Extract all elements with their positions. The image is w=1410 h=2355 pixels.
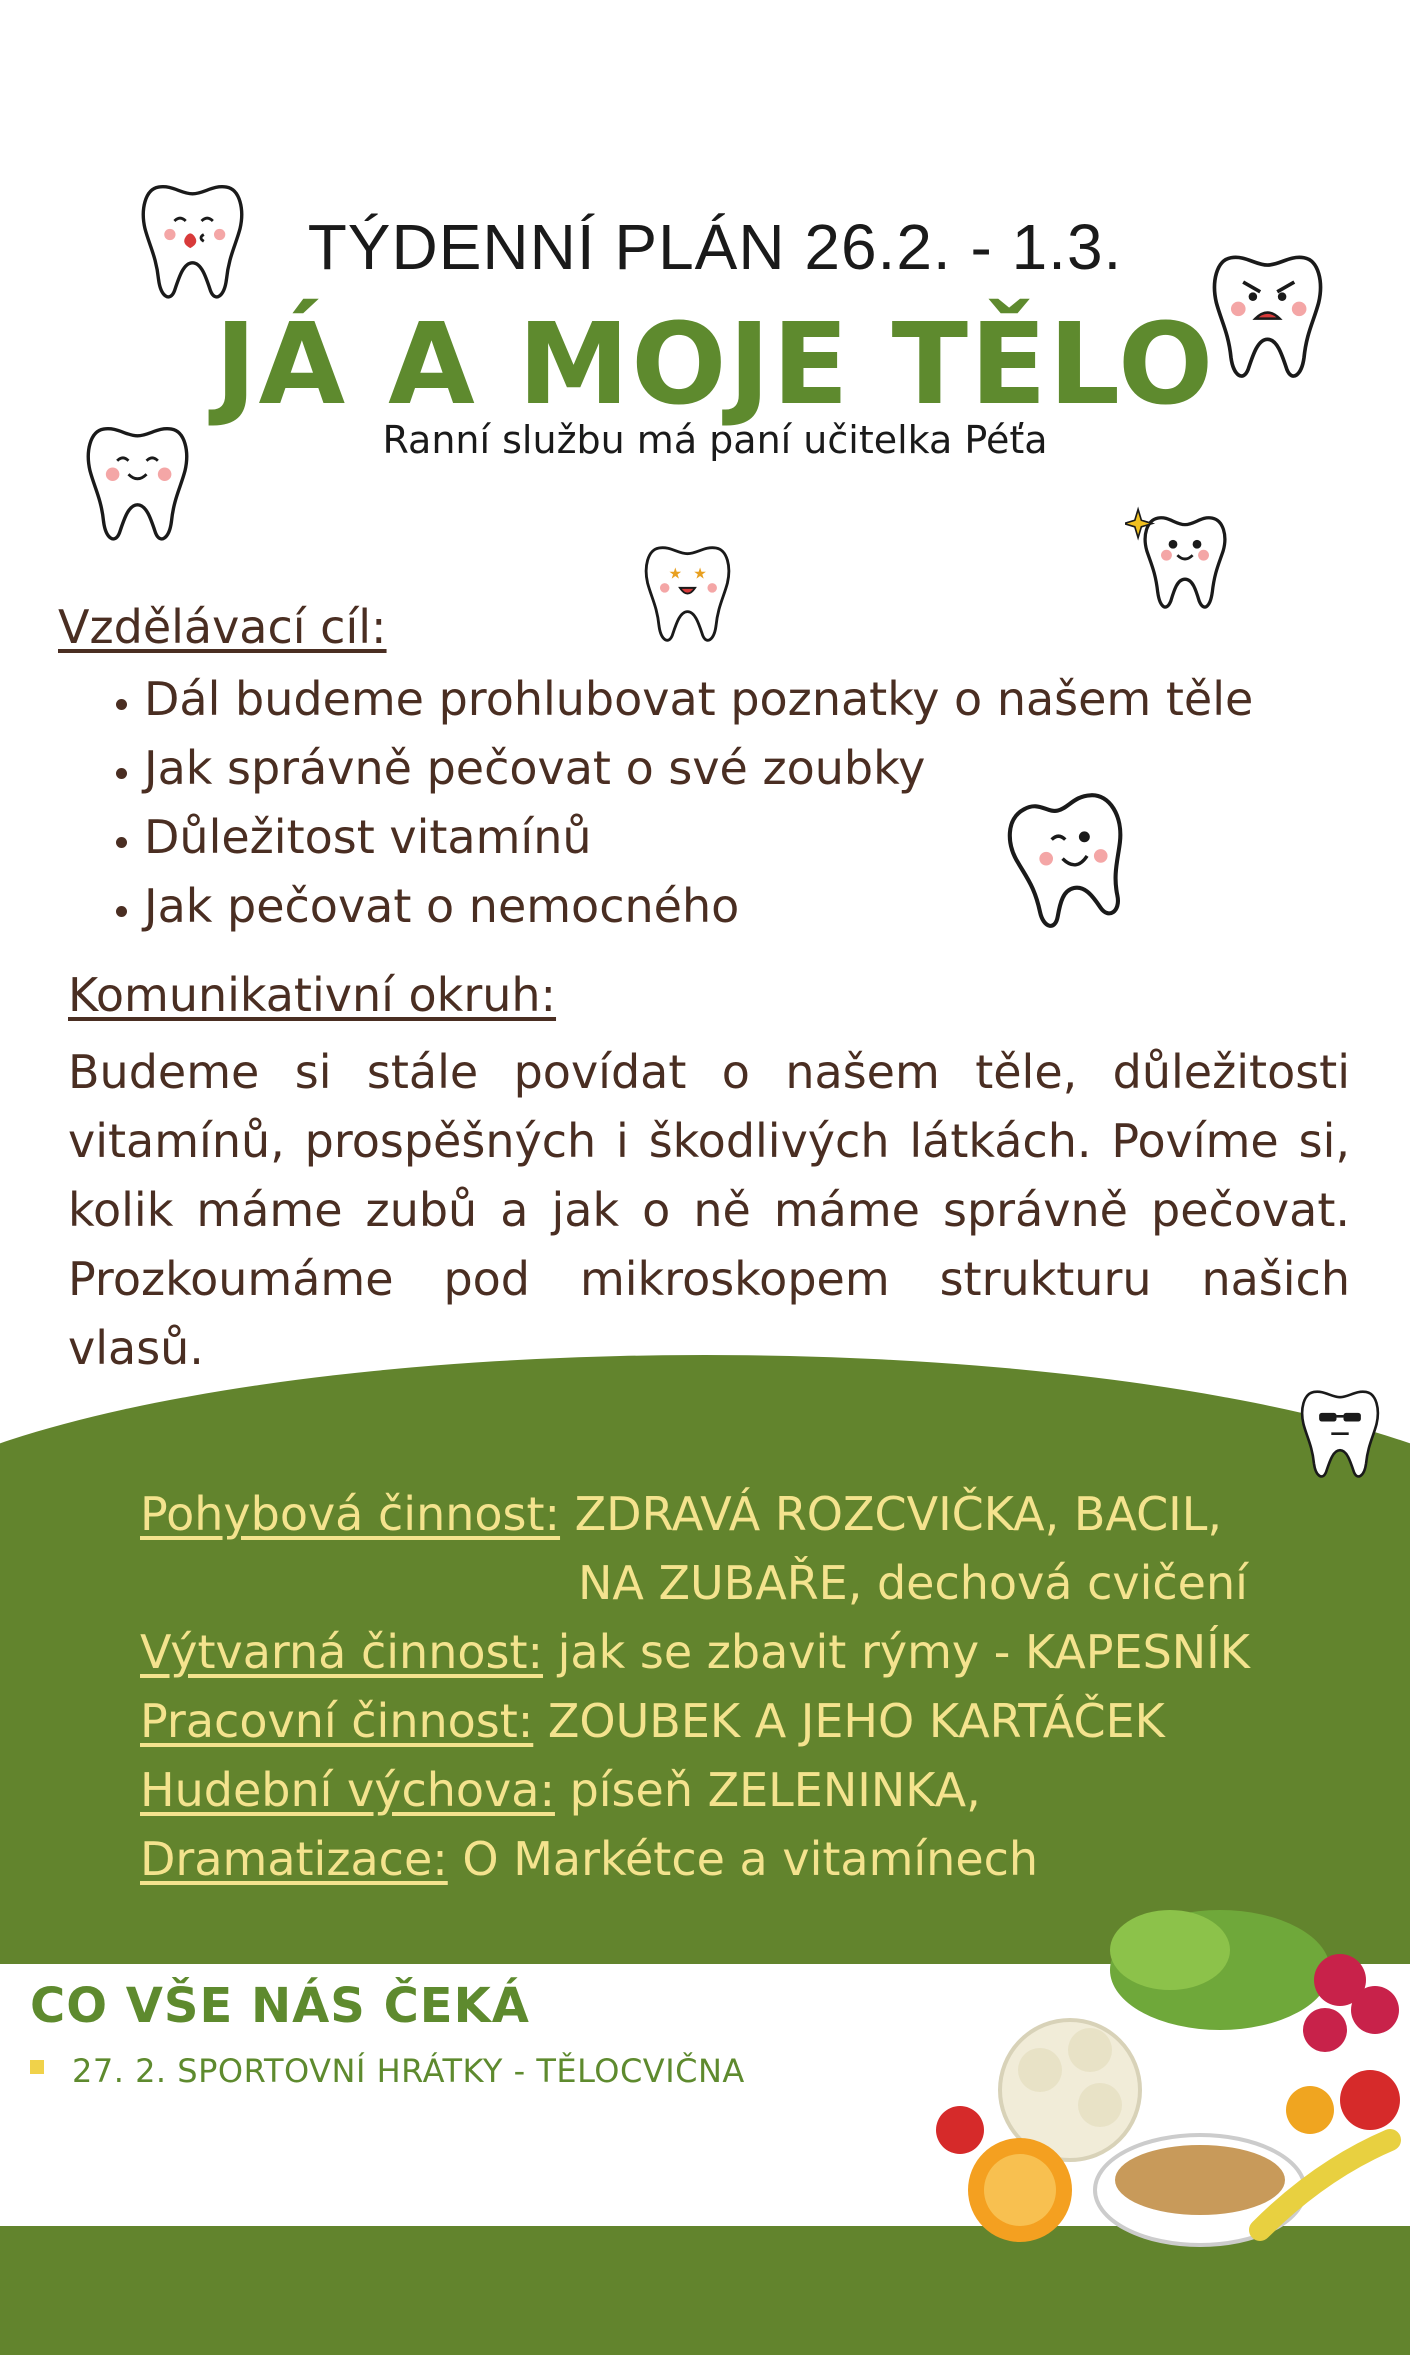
smiling-tooth-icon	[80, 420, 195, 550]
svg-text:★: ★	[668, 564, 683, 583]
activity-row	[140, 1825, 1250, 1894]
week-title: TÝDENNÍ PLÁN 26.2. - 1.3.	[307, 211, 1123, 283]
goal-item: • Dál budeme prohlubovat poznatky o našem těle	[144, 665, 1253, 734]
event-item: 27. 2. SPORTOVNÍ HRÁTKY - TĚLOCVIČNA	[72, 2052, 745, 2090]
winking-tooth-icon	[998, 785, 1138, 935]
sparkle-tooth-icon	[1125, 505, 1245, 625]
activity-label: Pohybová činnost:	[140, 1487, 561, 1541]
activity-label: Dramatizace:	[140, 1832, 448, 1886]
goal-item: • Jak správně pečovat o své zoubky	[144, 734, 1253, 803]
event-bullet-icon	[30, 2060, 44, 2074]
activity-value: jak se zbavit rýmy - KAPESNÍK	[557, 1625, 1250, 1679]
activity-row-continued	[140, 1549, 1250, 1618]
activity-label: Hudební výchova:	[140, 1763, 555, 1817]
goal-item: • Důležitost vitamínů	[144, 803, 1253, 872]
activities-list	[140, 1480, 1250, 1894]
star-eyes-tooth-icon	[640, 540, 735, 650]
sunglasses-tooth-icon	[1295, 1385, 1385, 1485]
goal-item: • Jak pečovat o nemocného	[144, 872, 1253, 941]
activity-label: Výtvarná činnost:	[140, 1625, 543, 1679]
education-heading: Vzdělávací cíl:	[58, 600, 387, 654]
activity-row	[140, 1618, 1250, 1687]
svg-text:★: ★	[693, 564, 707, 583]
kissing-tooth-icon	[135, 178, 250, 308]
activity-row	[140, 1480, 1250, 1549]
activity-row	[140, 1756, 1250, 1825]
activity-value: NA ZUBAŘE, dechová cvičení	[578, 1556, 1248, 1610]
communication-text: Budeme si stále povídat o našem těle, důležitosti vitamínů, prospěšných i škodlivých látkách. Povíme si, kolik máme zubů a jak o ně máme správně pečovat. Prozkoumáme pod mikroskopem strukturu našich vlasů.	[68, 1045, 1350, 1375]
theme-title: JÁ A MOJE TĚLO	[214, 300, 1216, 430]
activity-value: ZOUBEK A JEHO KARTÁČEK	[547, 1694, 1165, 1748]
activity-value: píseň ZELENINKA,	[569, 1763, 981, 1817]
activity-label: Pracovní činnost:	[140, 1694, 534, 1748]
angry-tooth-icon	[1205, 248, 1330, 388]
morning-duty: Ranní službu má paní učitelka Péťa	[382, 418, 1048, 462]
activity-value: ZDRAVÁ ROZCVIČKA, BACIL,	[574, 1487, 1223, 1541]
vegetables-illustration	[930, 1900, 1410, 2250]
activity-value: O Markétce a vitamínech	[462, 1832, 1039, 1886]
upcoming-title: CO VŠE NÁS ČEKÁ	[30, 1978, 530, 2034]
activity-row	[140, 1687, 1250, 1756]
communication-heading: Komunikativní okruh:	[68, 968, 557, 1022]
